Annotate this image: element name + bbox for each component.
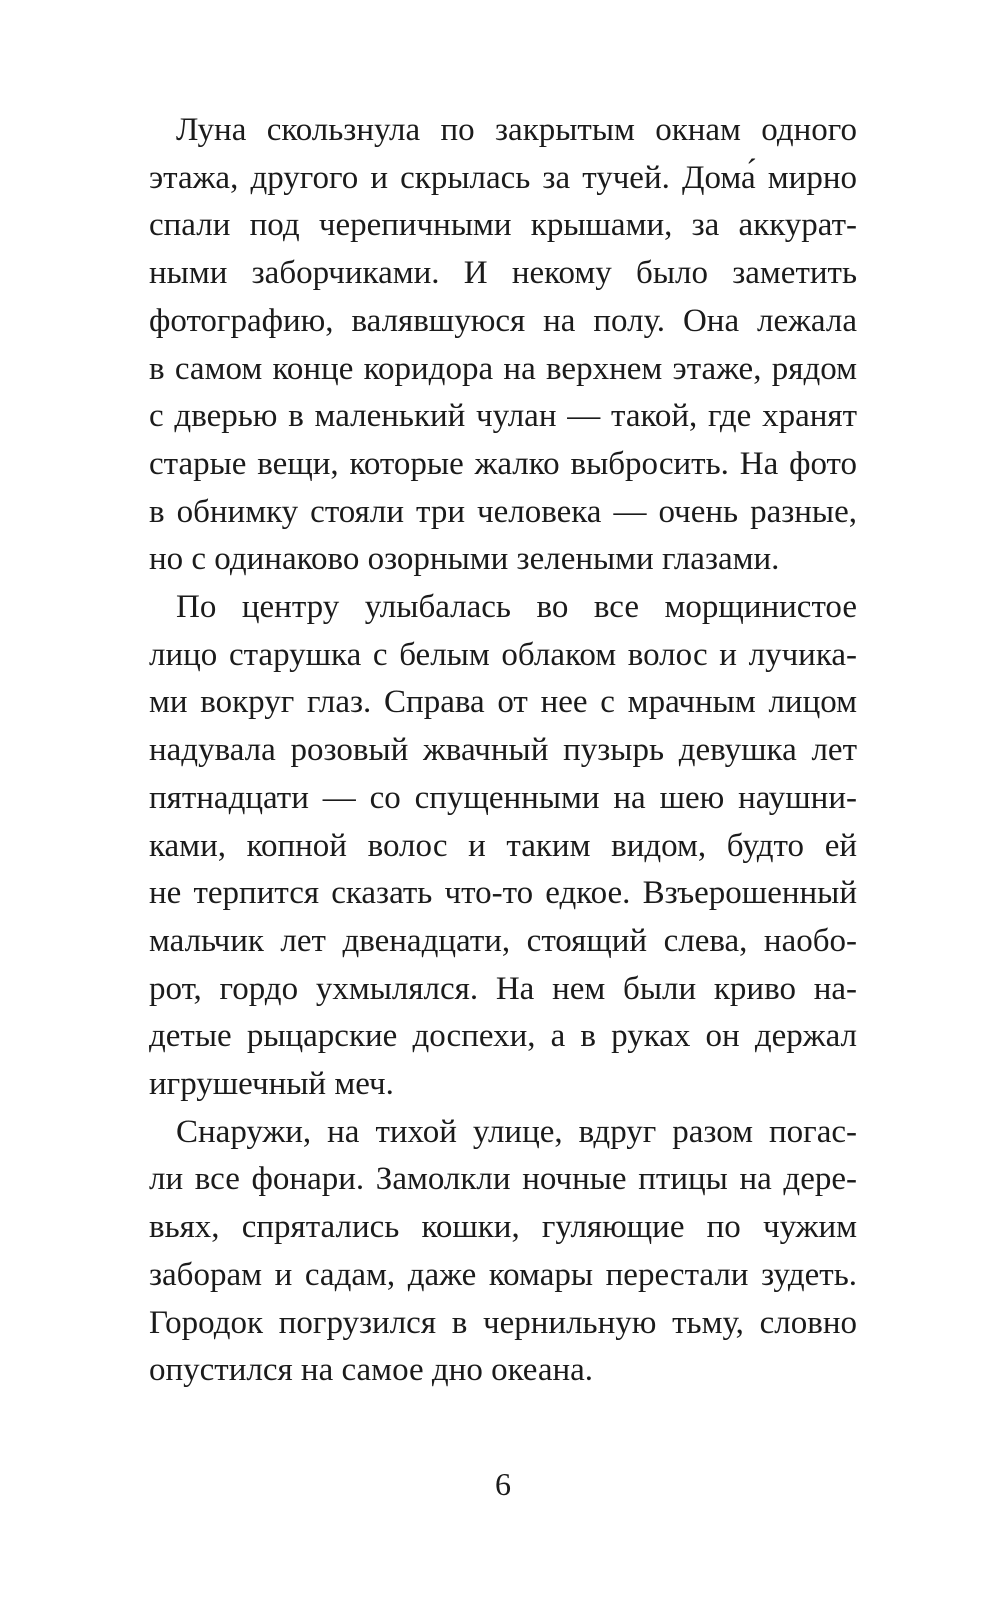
page-number: 6 bbox=[495, 1466, 511, 1502]
text-line: Снаружи, на тихой улице, вдруг разом погас- bbox=[176, 1113, 857, 1150]
text-line: По центру улыбалась во все морщинистое bbox=[176, 589, 857, 626]
text-line: опустился на самое дно океана. bbox=[149, 1352, 594, 1389]
paragraph-1 bbox=[149, 107, 857, 584]
text-line: ными заборчиками. И некому было заметить bbox=[149, 255, 857, 292]
text-line: спали под черепичными крышами, за аккурат- bbox=[149, 207, 857, 244]
text-line: но с одинаково озорными зелеными глазами. bbox=[149, 541, 780, 578]
text-block bbox=[149, 107, 857, 1395]
paragraph-3 bbox=[149, 1109, 857, 1395]
text-line: с дверью в маленький чулан — такой, где хранят bbox=[149, 398, 857, 435]
text-line: пятнадцати — со спущенными на шею наушни- bbox=[149, 779, 857, 816]
text-line: в самом конце коридора на верхнем этаже, рядом bbox=[149, 350, 857, 387]
text-line: рот, гордо ухмылялся. На нем были криво на- bbox=[149, 970, 857, 1007]
paragraph-2 bbox=[149, 584, 857, 1109]
text-line: надувала розовый жвачный пузырь девушка лет bbox=[149, 732, 857, 769]
text-line: заборам и садам, даже комары перестали зудеть. bbox=[149, 1256, 857, 1293]
text-line: ками, копной волос и таким видом, будто ей bbox=[149, 827, 857, 864]
text-line: Городок погрузился в чернильную тьму, словно bbox=[149, 1304, 857, 1341]
text-line: старые вещи, которые жалко выбросить. На фото bbox=[149, 445, 857, 482]
text-line: детые рыцарские доспехи, а в руках он держал bbox=[149, 1018, 857, 1055]
text-line: Луна скользнула по закрытым окнам одного bbox=[176, 112, 857, 148]
text-line: мальчик лет двенадцати, стоящий слева, наобо- bbox=[149, 922, 857, 959]
text-line: фотографию, валявшуюся на полу. Она лежала bbox=[149, 302, 857, 339]
text-line: в обнимку стояли три человека — очень разные, bbox=[149, 493, 857, 530]
text-line: вьях, спрятались кошки, гуляющие по чужим bbox=[149, 1209, 857, 1246]
text-line: ми вокруг глаз. Справа от нее с мрачным лицом bbox=[149, 684, 857, 721]
text-line: лицо старушка с белым облаком волос и лучика- bbox=[149, 636, 857, 673]
text-line: ли все фонари. Замолкли ночные птицы на дере- bbox=[149, 1161, 857, 1198]
text-line: этажа, другого и скрылась за тучей. Дома́ мирно bbox=[149, 159, 857, 196]
text-line: игрушечный меч. bbox=[149, 1066, 394, 1103]
text-line: не терпится сказать что-то едкое. Взъерошенный bbox=[149, 875, 857, 912]
